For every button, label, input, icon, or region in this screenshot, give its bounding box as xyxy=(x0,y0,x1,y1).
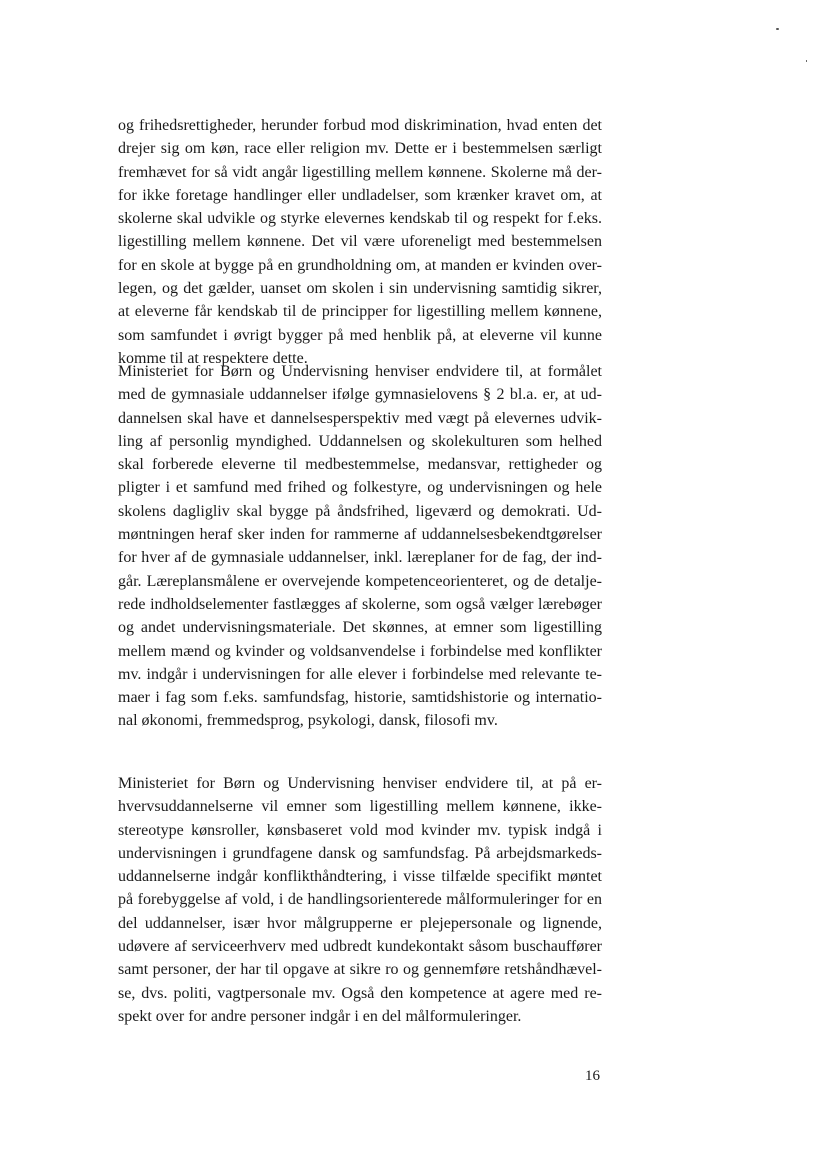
text-line: se, dvs. politi, vagtpersonale mv. Også den kompetence at agere med re- xyxy=(118,984,602,1002)
text-line: spekt over for andre personer indgår i en del målformuleringer. xyxy=(118,1007,522,1025)
text-line: hvervsuddannelserne vil emner som ligestilling mellem kønnene, ikke- xyxy=(118,798,602,816)
body-paragraph-3 xyxy=(118,772,602,1028)
text-line: og frihedsrettigheder, herunder forbud mod diskrimination, hvad enten det xyxy=(118,117,602,134)
text-line: Ministeriet for Børn og Undervisning henviser endvidere til, at på er- xyxy=(118,775,602,792)
text-line: komme til at respektere dette. xyxy=(118,349,308,367)
text-line: fremhævet for så vidt angår ligestilling mellem kønnene. Skolerne må der- xyxy=(118,163,602,181)
text-line: mv. indgår i undervisningen for alle elever i forbindelse med relevante te- xyxy=(118,665,602,683)
text-line: skolerne skal udvikle og styrke elevernes kendskab til og respekt for f.eks. xyxy=(118,210,602,228)
text-line: samt personer, der har til opgave at sikre ro og gennemføre retshåndhævel- xyxy=(118,961,602,979)
text-line: at eleverne får kendskab til de principper for ligestilling mellem kønnene, xyxy=(118,303,602,321)
text-line: mellem mænd og kvinder og voldsanvendelse i forbindelse med konflikter xyxy=(118,642,602,660)
text-line: maer i fag som f.eks. samfundsfag, historie, samtidshistorie og internatio- xyxy=(118,689,602,707)
text-line: udøvere af serviceerhverv med udbredt kundekontakt såsom buschauffører xyxy=(118,938,602,956)
text-line: med de gymnasiale uddannelser ifølge gymnasielovens § 2 bl.a. er, at ud- xyxy=(118,386,602,404)
page-number: 16 xyxy=(585,1068,600,1084)
text-line: rede indholdselementer fastlægges af skolerne, som også vælger lærebøger xyxy=(118,595,602,613)
body-paragraph-1 xyxy=(118,114,602,370)
text-line: for en skole at bygge på en grundholdning om, at manden er kvinden over- xyxy=(118,256,602,274)
text-line: del uddannelser, især hvor målgrupperne er plejepersonale og lignende, xyxy=(118,914,602,932)
scan-speck xyxy=(806,60,807,62)
text-line: og andet undervisningsmateriale. Det skønnes, at emner som ligestilling xyxy=(118,619,602,637)
text-line: som samfundet i øvrigt bygger på med henblik på, at eleverne vil kunne xyxy=(118,326,602,344)
text-line: for ikke foretage handlinger eller undladelser, som krænker kravet om, at xyxy=(118,186,602,204)
body-paragraph-2 xyxy=(118,360,602,733)
text-line: pligter i et samfund med frihed og folkestyre, og undervisningen og hele xyxy=(118,479,602,497)
text-line: ligestilling mellem kønnene. Det vil være uforeneligt med bestemmelsen xyxy=(118,233,602,251)
text-line: dannelsen skal have et dannelsesperspektiv med vægt på elevernes udvik- xyxy=(118,409,602,427)
text-line: legen, og det gælder, uanset om skolen i sin undervisning samtidig sikrer, xyxy=(118,280,602,298)
text-line: Ministeriet for Børn og Undervisning henviser endvidere til, at formålet xyxy=(118,363,602,380)
text-line: møntningen heraf sker inden for rammerne af uddannelsesbekendtgørelser xyxy=(118,526,602,544)
text-line: drejer sig om køn, race eller religion mv. Dette er i bestemmelsen særligt xyxy=(118,140,602,158)
text-line: ling af personlig myndighed. Uddannelsen og skolekulturen som helhed xyxy=(118,432,602,450)
text-line: nal økonomi, fremmedsprog, psykologi, dansk, filosofi mv. xyxy=(118,712,498,730)
text-line: undervisningen i grundfagene dansk og samfundsfag. På arbejdsmarkeds- xyxy=(118,844,602,862)
text-line: skal forberede eleverne til medbestemmelse, medansvar, rettigheder og xyxy=(118,456,602,474)
text-line: stereotype kønsroller, kønsbaseret vold mod kvinder mv. typisk indgå i xyxy=(118,821,602,839)
scan-speck xyxy=(776,28,779,30)
text-line: går. Læreplansmålene er overvejende kompetenceorienteret, og de detalje- xyxy=(118,572,602,590)
text-line: skolens dagligliv skal bygge på åndsfrihed, ligeværd og demokrati. Ud- xyxy=(118,502,602,520)
text-line: på forebyggelse af vold, i de handlingsorienterede målformuleringer for en xyxy=(118,891,602,909)
text-line: uddannelserne indgår konflikthåndtering, i visse tilfælde specifikt møntet xyxy=(118,868,602,886)
text-line: for hver af de gymnasiale uddannelser, inkl. læreplaner for de fag, der ind- xyxy=(118,549,602,567)
